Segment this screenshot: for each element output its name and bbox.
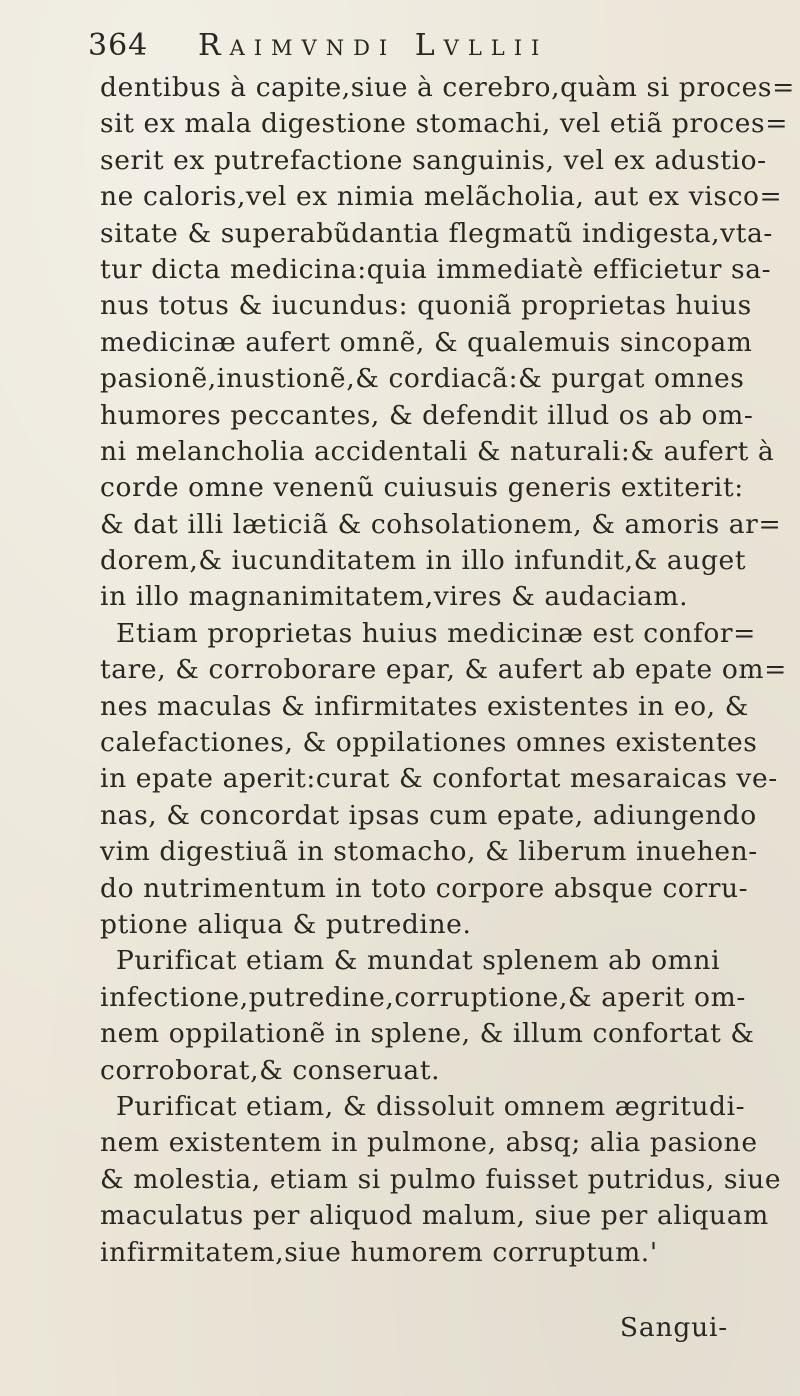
text-line: & dat illi læticiã & cohsolationem, & amoris ar= [100, 508, 782, 540]
text-line: ptione aliqua & putredine. [100, 908, 472, 940]
text-line: pasionẽ,inustionẽ,& cordiacã:& purgat omnes [100, 363, 745, 395]
text-line: infirmitatem,siue humorem corruptum.' [100, 1236, 658, 1268]
text-line: nas, & concordat ipsas cum epate, adiungendo [100, 799, 757, 831]
text-line: tur dicta medicina:quia immediatè efficietur sa- [100, 253, 772, 285]
text-line: do nutrimentum in toto corpore absque corru- [100, 872, 749, 904]
text-line: nes maculas & infirmitates existentes in eo, & [100, 690, 749, 722]
text-line: ni melancholia accidentali & naturali:& aufert à [100, 435, 775, 467]
text-line: tare, & corroborare epar, & aufert ab epate om= [100, 654, 787, 686]
text-line: vim digestiuã in stomacho, & liberum inuehen- [100, 836, 758, 868]
text-line: humores peccantes, & defendit illud os ab om- [100, 399, 754, 431]
text-line: Purificat etiam & mundat splenem ab omni [116, 945, 721, 977]
paragraph-4 [100, 1089, 782, 1271]
text-line: ne caloris,vel ex nimia melãcholia, aut ex visco= [100, 181, 783, 213]
paragraph-1 [100, 70, 795, 616]
text-line: in illo magnanimitatem,vires & audaciam. [100, 581, 689, 613]
text-line: dorem,& iucunditatem in illo infundit,& auget [100, 545, 747, 577]
paragraph-3 [100, 943, 754, 1089]
text-line: corroborat,& conseruat. [100, 1054, 441, 1086]
text-line: Etiam proprietas huius medicinæ est confor= [116, 617, 756, 649]
body-text [100, 70, 795, 1271]
page-number: 364 [88, 28, 149, 63]
running-head: Raimvndi Lvllii [198, 28, 549, 63]
text-line: maculatus per aliquod malum, siue per aliquam [100, 1200, 769, 1232]
text-line: nus totus & iucundus: quoniã proprietas huius [100, 290, 752, 322]
paragraph-2 [100, 616, 787, 944]
text-line: nem oppilationẽ in splene, & illum confortat & [100, 1018, 755, 1050]
text-line: dentibus à capite,siue à cerebro,quàm si proces= [100, 72, 795, 103]
text-line: calefactiones, & oppilationes omnes existentes [100, 727, 758, 759]
catchword: Sangui- [619, 1312, 728, 1343]
text-line: & molestia, etiam si pulmo fuisset putridus, siue [100, 1163, 782, 1195]
text-line: medicinæ aufert omnẽ, & qualemuis sincopam [100, 326, 753, 358]
text-line: corde omne venenũ cuiusuis generis extiterit: [100, 472, 744, 504]
text-line: infectione,putredine,corruptione,& aperit om- [100, 981, 746, 1013]
text-line: in epate aperit:curat & confortat mesaraicas ve- [100, 763, 778, 795]
text-line: Purificat etiam, & dissoluit omnem ægritudi- [116, 1090, 746, 1122]
text-line: serit ex putrefactione sanguinis, vel ex adustio- [100, 144, 767, 176]
text-line: nem existentem in pulmone, absq; alia pasione [100, 1127, 758, 1159]
text-line: sitate & superabũdantia flegmatũ indigesta,vta- [100, 217, 773, 249]
page-header [88, 28, 754, 70]
text-line: sit ex mala digestione stomachi, vel etiã proces= [100, 108, 789, 140]
